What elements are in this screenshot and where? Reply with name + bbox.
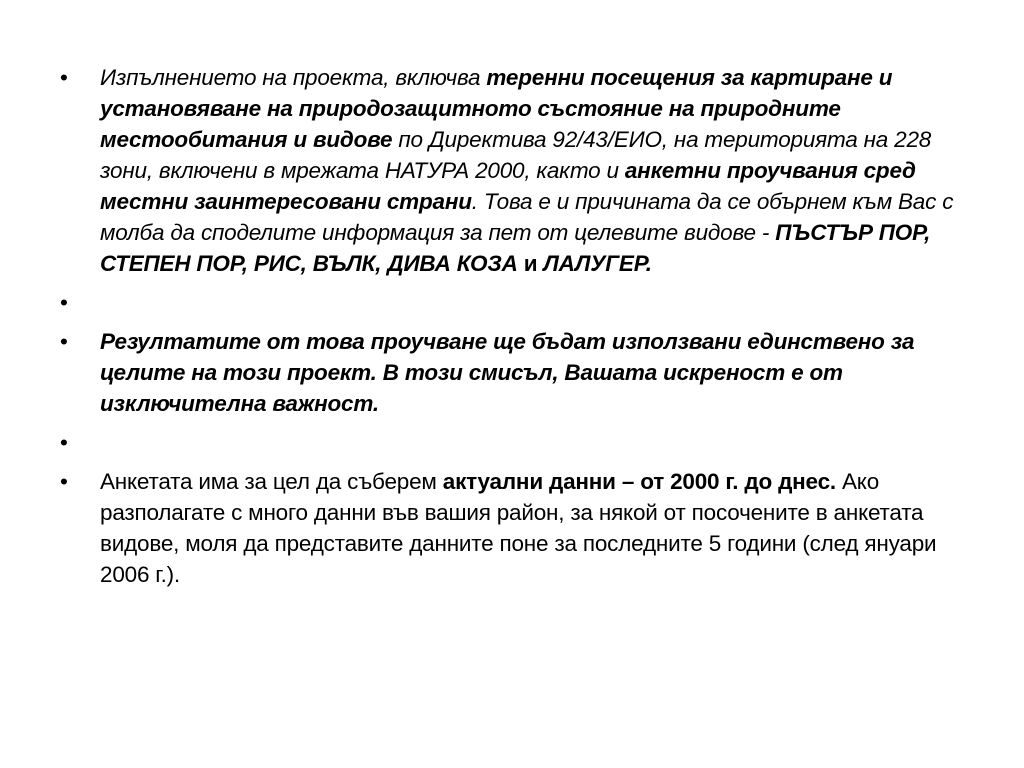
- text-segment: Анкетата има за цел да съберем: [100, 469, 443, 494]
- species-list-last: ЛАЛУГЕР.: [537, 251, 652, 276]
- species-list-conjunction: и: [523, 251, 538, 276]
- bullet-dot-icon: •: [60, 469, 68, 494]
- bullet-item-results-usage: [58, 326, 968, 419]
- bullet-item-empty: [58, 287, 968, 318]
- text-segment-emphasis: Резултатите от това проучване ще бъдат използвани единствено за целите на този проект. В този смисъл, Вашата искреност е от изключителна важност.: [100, 329, 915, 416]
- text-segment-emphasis: теренни посещения за картиране и установяване на природозащитното състояние на природните местообитания и видове: [100, 65, 893, 152]
- bullet-dot-icon: •: [60, 430, 68, 455]
- text-segment: Изпълнението на проекта, включва: [100, 65, 487, 90]
- text-segment: . Това е и причината да се обърнем към Вас с молба да споделите информация за пет от целевите видове -: [100, 189, 954, 245]
- bullet-item-survey-goal: [58, 466, 968, 590]
- bullet-dot-icon: •: [60, 65, 68, 90]
- text-segment: Ако разполагате с много данни във вашия район, за някой от посочените в анкетата видове, моля да представите данните поне за последните 5 години (след януари 2006 г.).: [100, 469, 937, 587]
- bullet-item-project-description: [58, 62, 968, 279]
- bullet-list: [58, 62, 968, 598]
- bullet-dot-icon: •: [60, 290, 68, 315]
- text-segment-emphasis: анкетни проучвания сред местни заинтересовани страни: [100, 158, 916, 214]
- text-segment: по Директива 92/43/ЕИО, на територията на 228 зони, включени в мрежата НАТУРА 2000, както и: [100, 127, 932, 183]
- text-segment-emphasis: актуални данни – от 2000 г. до днес.: [442, 469, 836, 494]
- bullet-item-empty: [58, 427, 968, 458]
- species-list: ПЪСТЪР ПОР, СТЕПЕН ПОР, РИС, ВЪЛК, ДИВА КОЗА: [100, 220, 931, 276]
- bullet-dot-icon: •: [60, 329, 68, 354]
